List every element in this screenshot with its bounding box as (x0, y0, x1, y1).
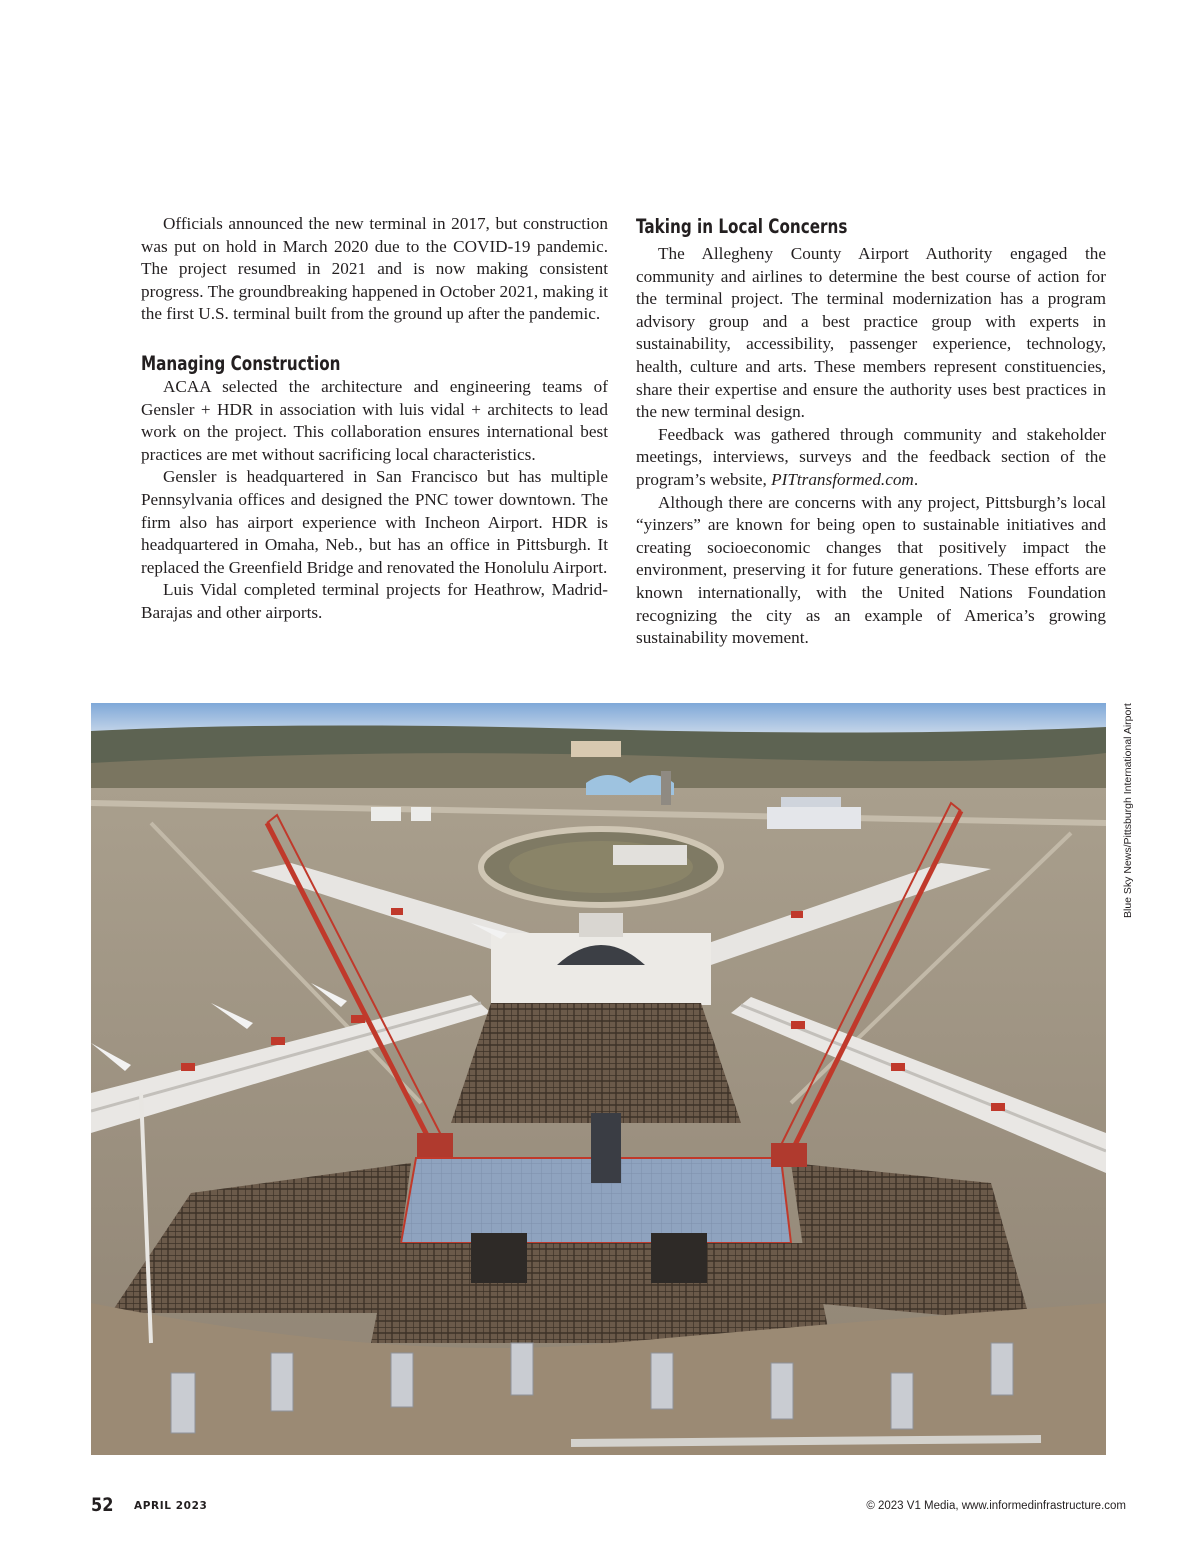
body-paragraph: Luis Vidal completed terminal projects for Heathrow, Madrid-Barajas and other airports. (141, 580, 608, 622)
intro-paragraph: Officials announced the new terminal in 2017, but construction was put on hold in March 2020 due to the COVID-19 pandemic. The project resumed in 2021 and is now making consistent progress. The groundbreaking happened in October 2021, making it the first U.S. terminal built from the ground up after the pandemic. (141, 214, 608, 324)
right-column (636, 213, 1106, 650)
paragraph-text: . (913, 469, 919, 489)
issue-date: APRIL 2023 (134, 1500, 208, 1512)
section-heading-managing-construction: Managing Construction (141, 351, 341, 375)
body-paragraph: Gensler is headquartered in San Francisco but has multiple Pennsylvania offices and designed the PNC tower downtown. The firm also has airport experience with Incheon Airport. HDR is headquartered in Omaha, Neb., but has an office in Pittsburgh. It replaced the Greenfield Bridge and renovated the Honolulu Airport. (141, 467, 608, 577)
aerial-photo-illustration (91, 703, 1106, 1455)
photo-credit: Blue Sky News/Pittsburgh International Airport (1122, 703, 1134, 918)
section-heading-local-concerns: Taking in Local Concerns (636, 215, 848, 238)
body-paragraph: ACAA selected the architecture and engineering teams of Gensler + HDR in association with luis vidal + architects to lead work on the project. This collaboration ensures international best practices are met without sacrificing local characteristics. (141, 376, 608, 464)
left-column (141, 213, 608, 625)
paragraph-text: Feedback was gathered through community and stakeholder meetings, interviews, surveys and the feedback section of the program’s website, (636, 424, 1106, 489)
website-link[interactable]: PITtransformed.com (771, 469, 914, 489)
aerial-construction-photo (91, 703, 1106, 1455)
body-paragraph (636, 424, 1106, 492)
body-paragraph: Although there are concerns with any project, Pittsburgh’s local “yinzers” are known for being open to sustainable initiatives and creating socioeconomic changes that positively impact the environment, preserving it for future generations. These efforts are known internationally, with the United Nations Foundation recognizing the city as an example of America’s growing sustainability movement. (636, 492, 1106, 648)
copyright-notice: © 2023 V1 Media, www.informedinfrastructure.com (866, 1500, 1126, 1512)
page-number: 52 (91, 1494, 114, 1516)
body-paragraph: The Allegheny County Airport Authority engaged the community and airlines to determine the best course of action for the terminal project. The terminal modernization has a program advisory group and a best practice group with experts in sustainability, accessibility, passenger experience, technology, health, culture and arts. These members represent constituencies, share their expertise and ensure the authority uses best practices in the new terminal design. (636, 244, 1106, 422)
